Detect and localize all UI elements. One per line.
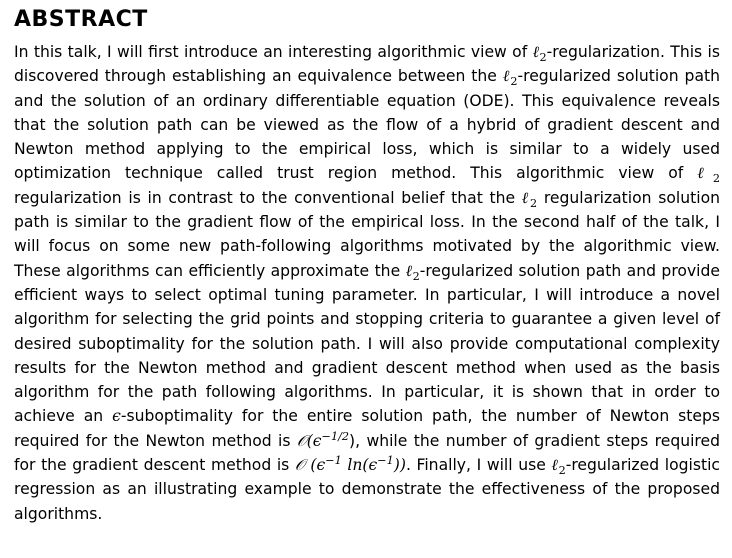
l2-norm-symbol: ℓ$_2$ xyxy=(697,164,720,186)
abstract-text: . Finally, I will use xyxy=(405,456,552,475)
l2-norm-symbol: ℓ$_2$ xyxy=(532,43,547,65)
l2-norm-symbol: ℓ$_2$ xyxy=(405,261,420,283)
abstract-text: ), while the number of gradient steps required for the gradient descent method is xyxy=(14,431,720,475)
abstract-text: -suboptimality for the entire solution path, the number of Newton steps required for the Newton method is xyxy=(14,407,720,450)
l2-norm-symbol: ℓ$_2$ xyxy=(551,456,566,478)
newton-complexity-formula: $𝒪(\epsilon^{-1/2}$ xyxy=(296,429,350,450)
abstract-text: -regularized logistic regression as an illustrating example to demonstrate the effectiveness of the proposed algorithms. xyxy=(14,456,720,523)
abstract-text: In this talk, I will first introduce an interesting algorithmic view of xyxy=(14,43,533,61)
abstract-text: -regularized solution path and the solution of an ordinary differentiable equation (ODE). This equivalence reveals that the solution path can be viewed as the flow of a hybrid of gradient descent and Newton method applying to the empirical loss, which is similar to a widely used optimization technique called trust region method. This algorithmic view of xyxy=(14,67,721,183)
l2-norm-symbol: ℓ$_2$ xyxy=(521,188,538,210)
epsilon-symbol: ϵ xyxy=(112,407,121,426)
abstract-text: regularization is in contrast to the conventional belief that the xyxy=(14,188,522,207)
l2-norm-symbol: ℓ$_2$ xyxy=(502,67,518,89)
abstract-heading: ABSTRACT xyxy=(14,7,148,32)
abstract-body xyxy=(14,40,720,526)
abstract-text: -regularization. This is discovered through establishing an equivalence between the xyxy=(14,43,720,86)
abstract-page xyxy=(14,6,720,526)
abstract-text: regularization solution path is similar to the gradient flow of the empirical loss. In the second half of the talk, I will focus on some new path-following algorithms motivated by the algorithmic view. These algorithms can efficiently approximate the xyxy=(14,188,720,280)
gradient-complexity-formula: 𝒪 ($\epsilon^{-1}$ $\ln(\epsilon^{-1})$) xyxy=(294,453,406,475)
abstract-text: -regularized solution path and provide efficient ways to select optimal tuning parameter. In particular, I will introduce a novel algorithm for selecting the grid points and stopping criteria to guarantee a given level of desired suboptimality for the solution path. I will also provide computational complexity results for the Newton method and gradient descent method when used as the basis algorithm for the path following algorithms. In particular, it is shown that in order to achieve an xyxy=(14,261,720,426)
